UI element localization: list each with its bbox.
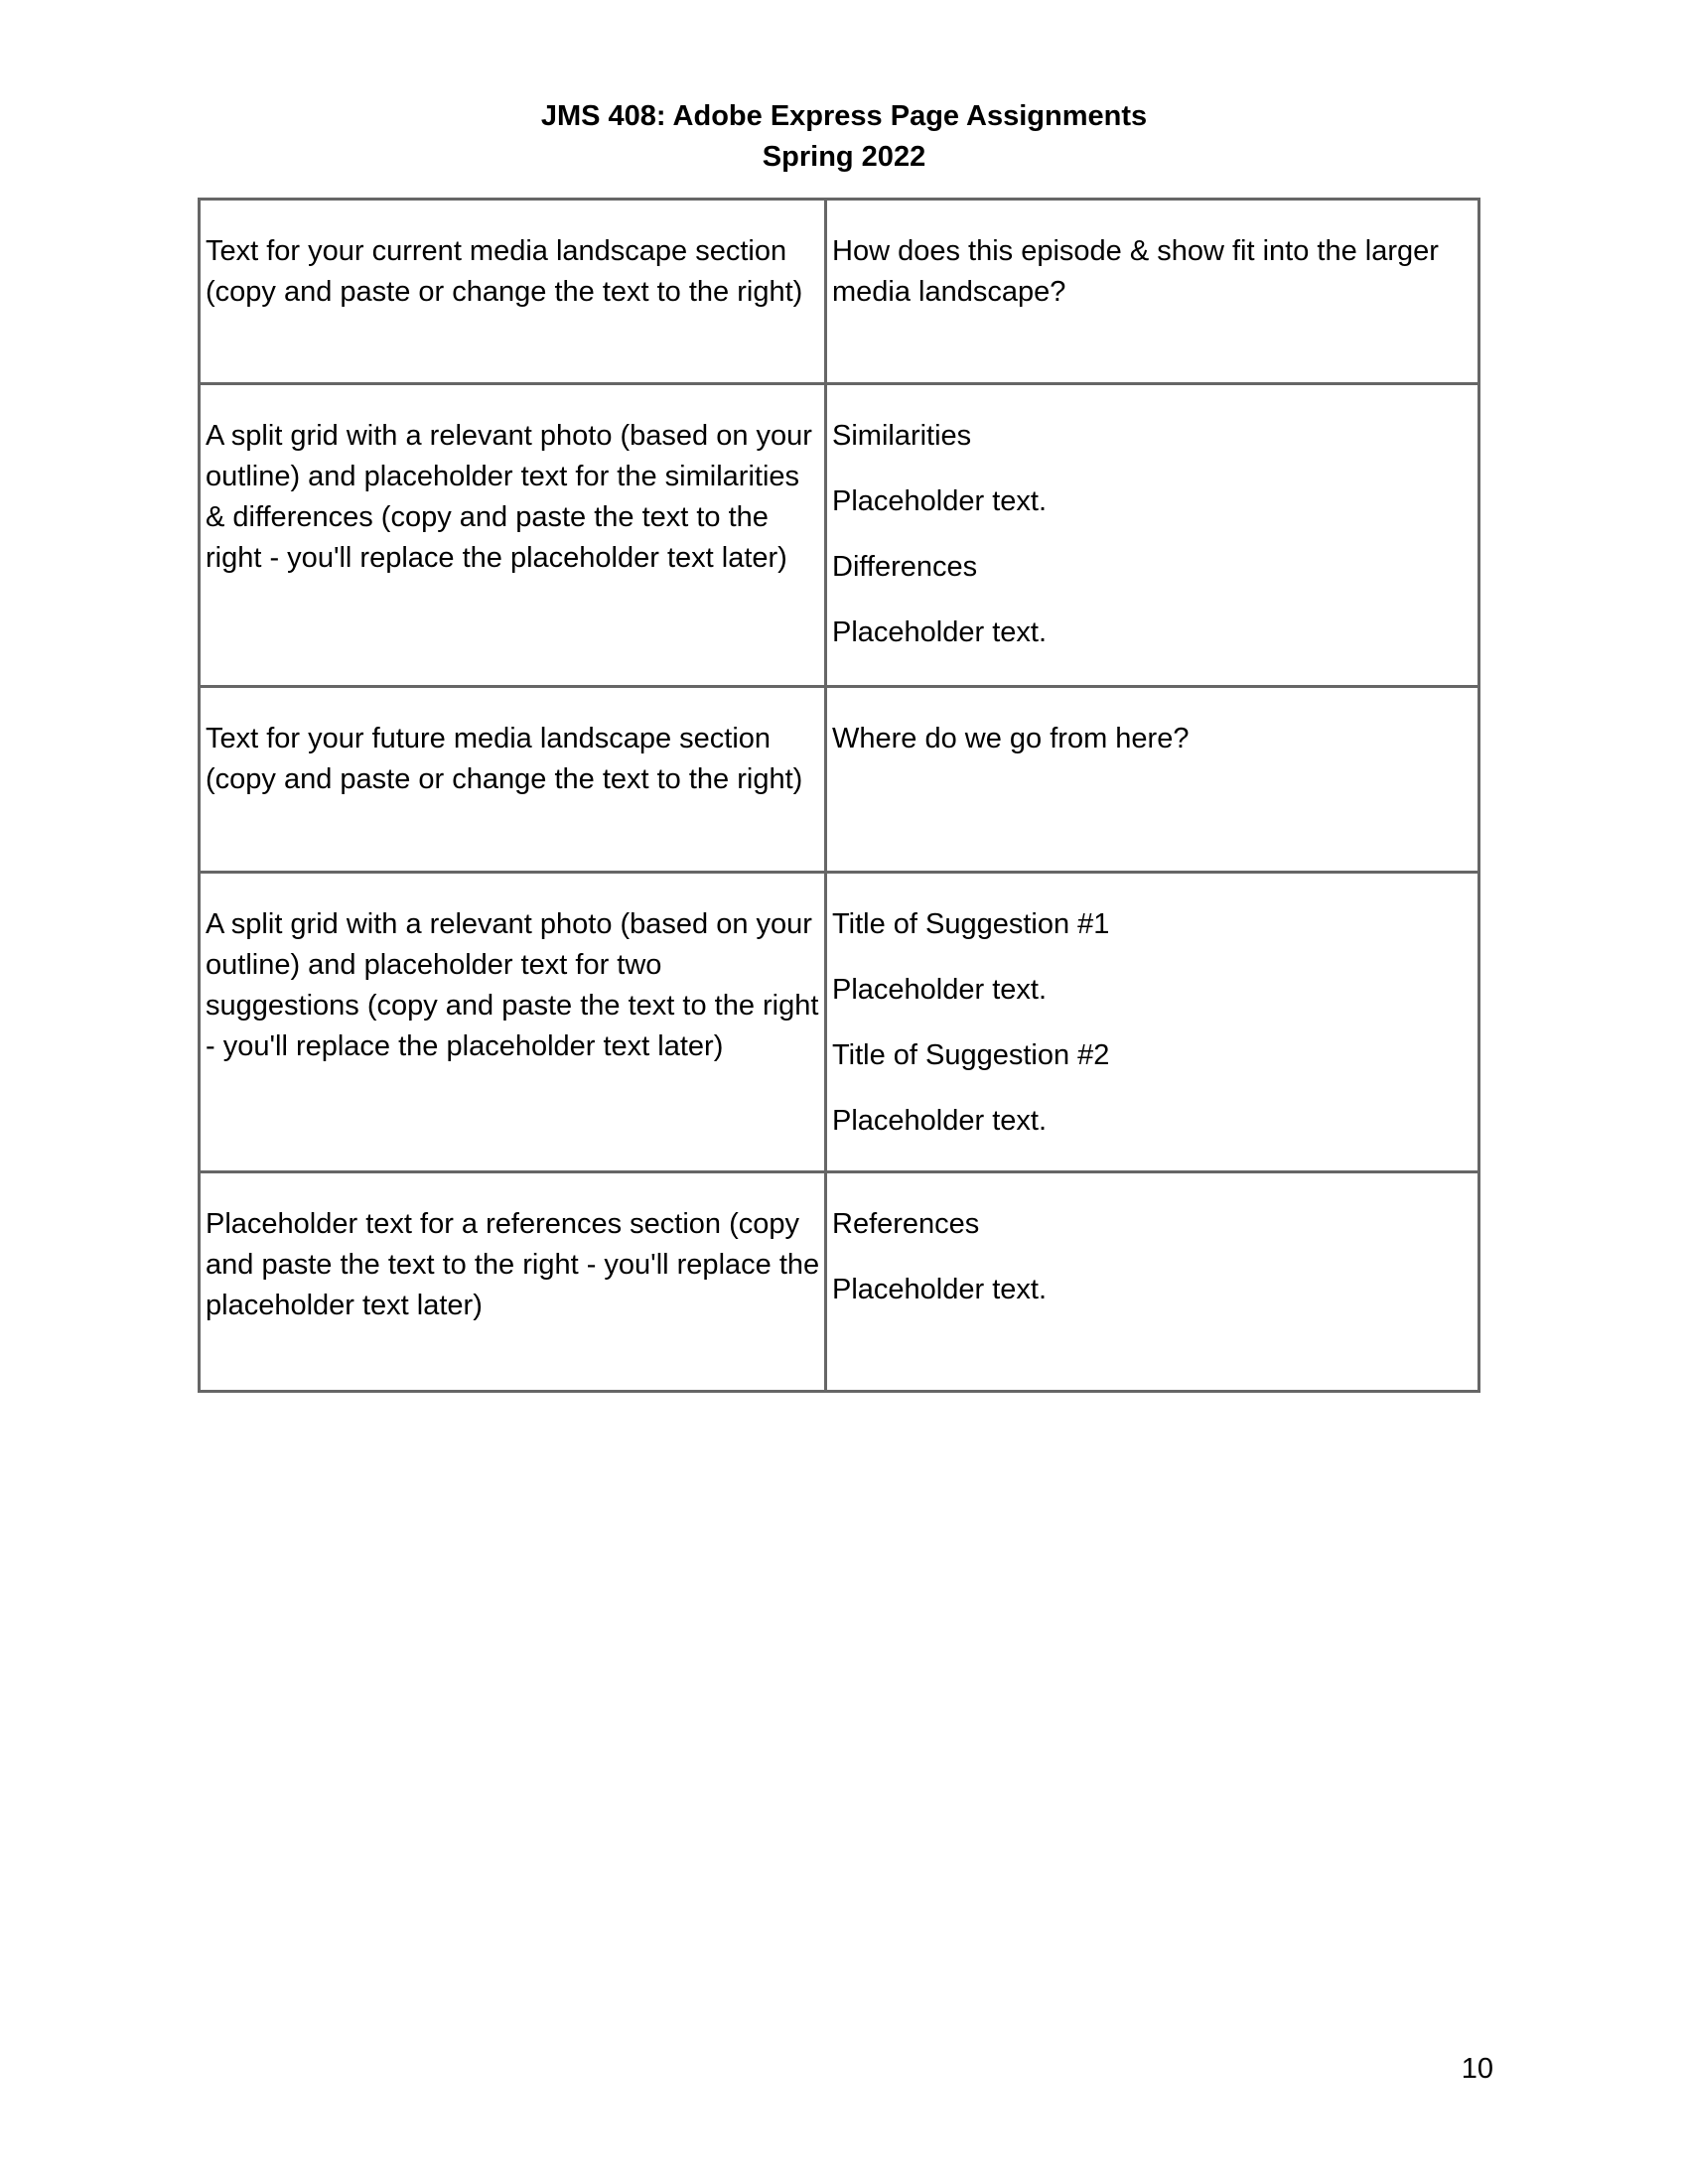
table-row [200, 873, 1479, 1172]
instruction-cell: Placeholder text for a references section (copy and paste the text to the right - you'll replace the placeholder text later) [200, 1172, 826, 1392]
document-title: JMS 408: Adobe Express Page Assignments [540, 100, 1148, 132]
instruction-cell: Text for your current media landscape section (copy and paste or change the text to the right) [200, 200, 826, 384]
table-row [200, 200, 1479, 384]
content-text: How does this episode & show fit into the larger media landscape? [832, 235, 1439, 308]
instruction-cell: Text for your future media landscape section (copy and paste or change the text to the right) [200, 687, 826, 873]
content-cell [826, 873, 1479, 1172]
content-heading: Similarities [832, 420, 972, 452]
content-heading: Differences [832, 551, 978, 583]
content-heading: References [832, 1208, 980, 1240]
content-cell [826, 1172, 1479, 1392]
content-text: Placeholder text. [832, 485, 1048, 517]
page-header [0, 96, 1688, 178]
content-text: Placeholder text. [832, 1105, 1048, 1137]
content-heading: Title of Suggestion #1 [832, 908, 1110, 940]
content-cell [826, 384, 1479, 687]
page-number: 10 [1461, 2053, 1493, 2085]
assignments-table [198, 198, 1480, 1393]
content-heading: Title of Suggestion #2 [832, 1039, 1110, 1071]
content-cell [826, 687, 1479, 873]
content-cell [826, 200, 1479, 384]
instruction-cell: A split grid with a relevant photo (based on your outline) and placeholder text for two suggestions (copy and paste the text to the right - you'll replace the placeholder text later) [200, 873, 826, 1172]
table-row [200, 1172, 1479, 1392]
content-text: Where do we go from here? [832, 723, 1190, 754]
table-row [200, 687, 1479, 873]
instruction-cell: A split grid with a relevant photo (based on your outline) and placeholder text for the similarities & differences (copy and paste the text to the right - you'll replace the placeholder text later) [200, 384, 826, 687]
document-subtitle: Spring 2022 [762, 141, 926, 173]
table-row [200, 384, 1479, 687]
content-text: Placeholder text. [832, 616, 1048, 648]
content-text: Placeholder text. [832, 974, 1048, 1006]
content-text: Placeholder text. [832, 1274, 1048, 1305]
